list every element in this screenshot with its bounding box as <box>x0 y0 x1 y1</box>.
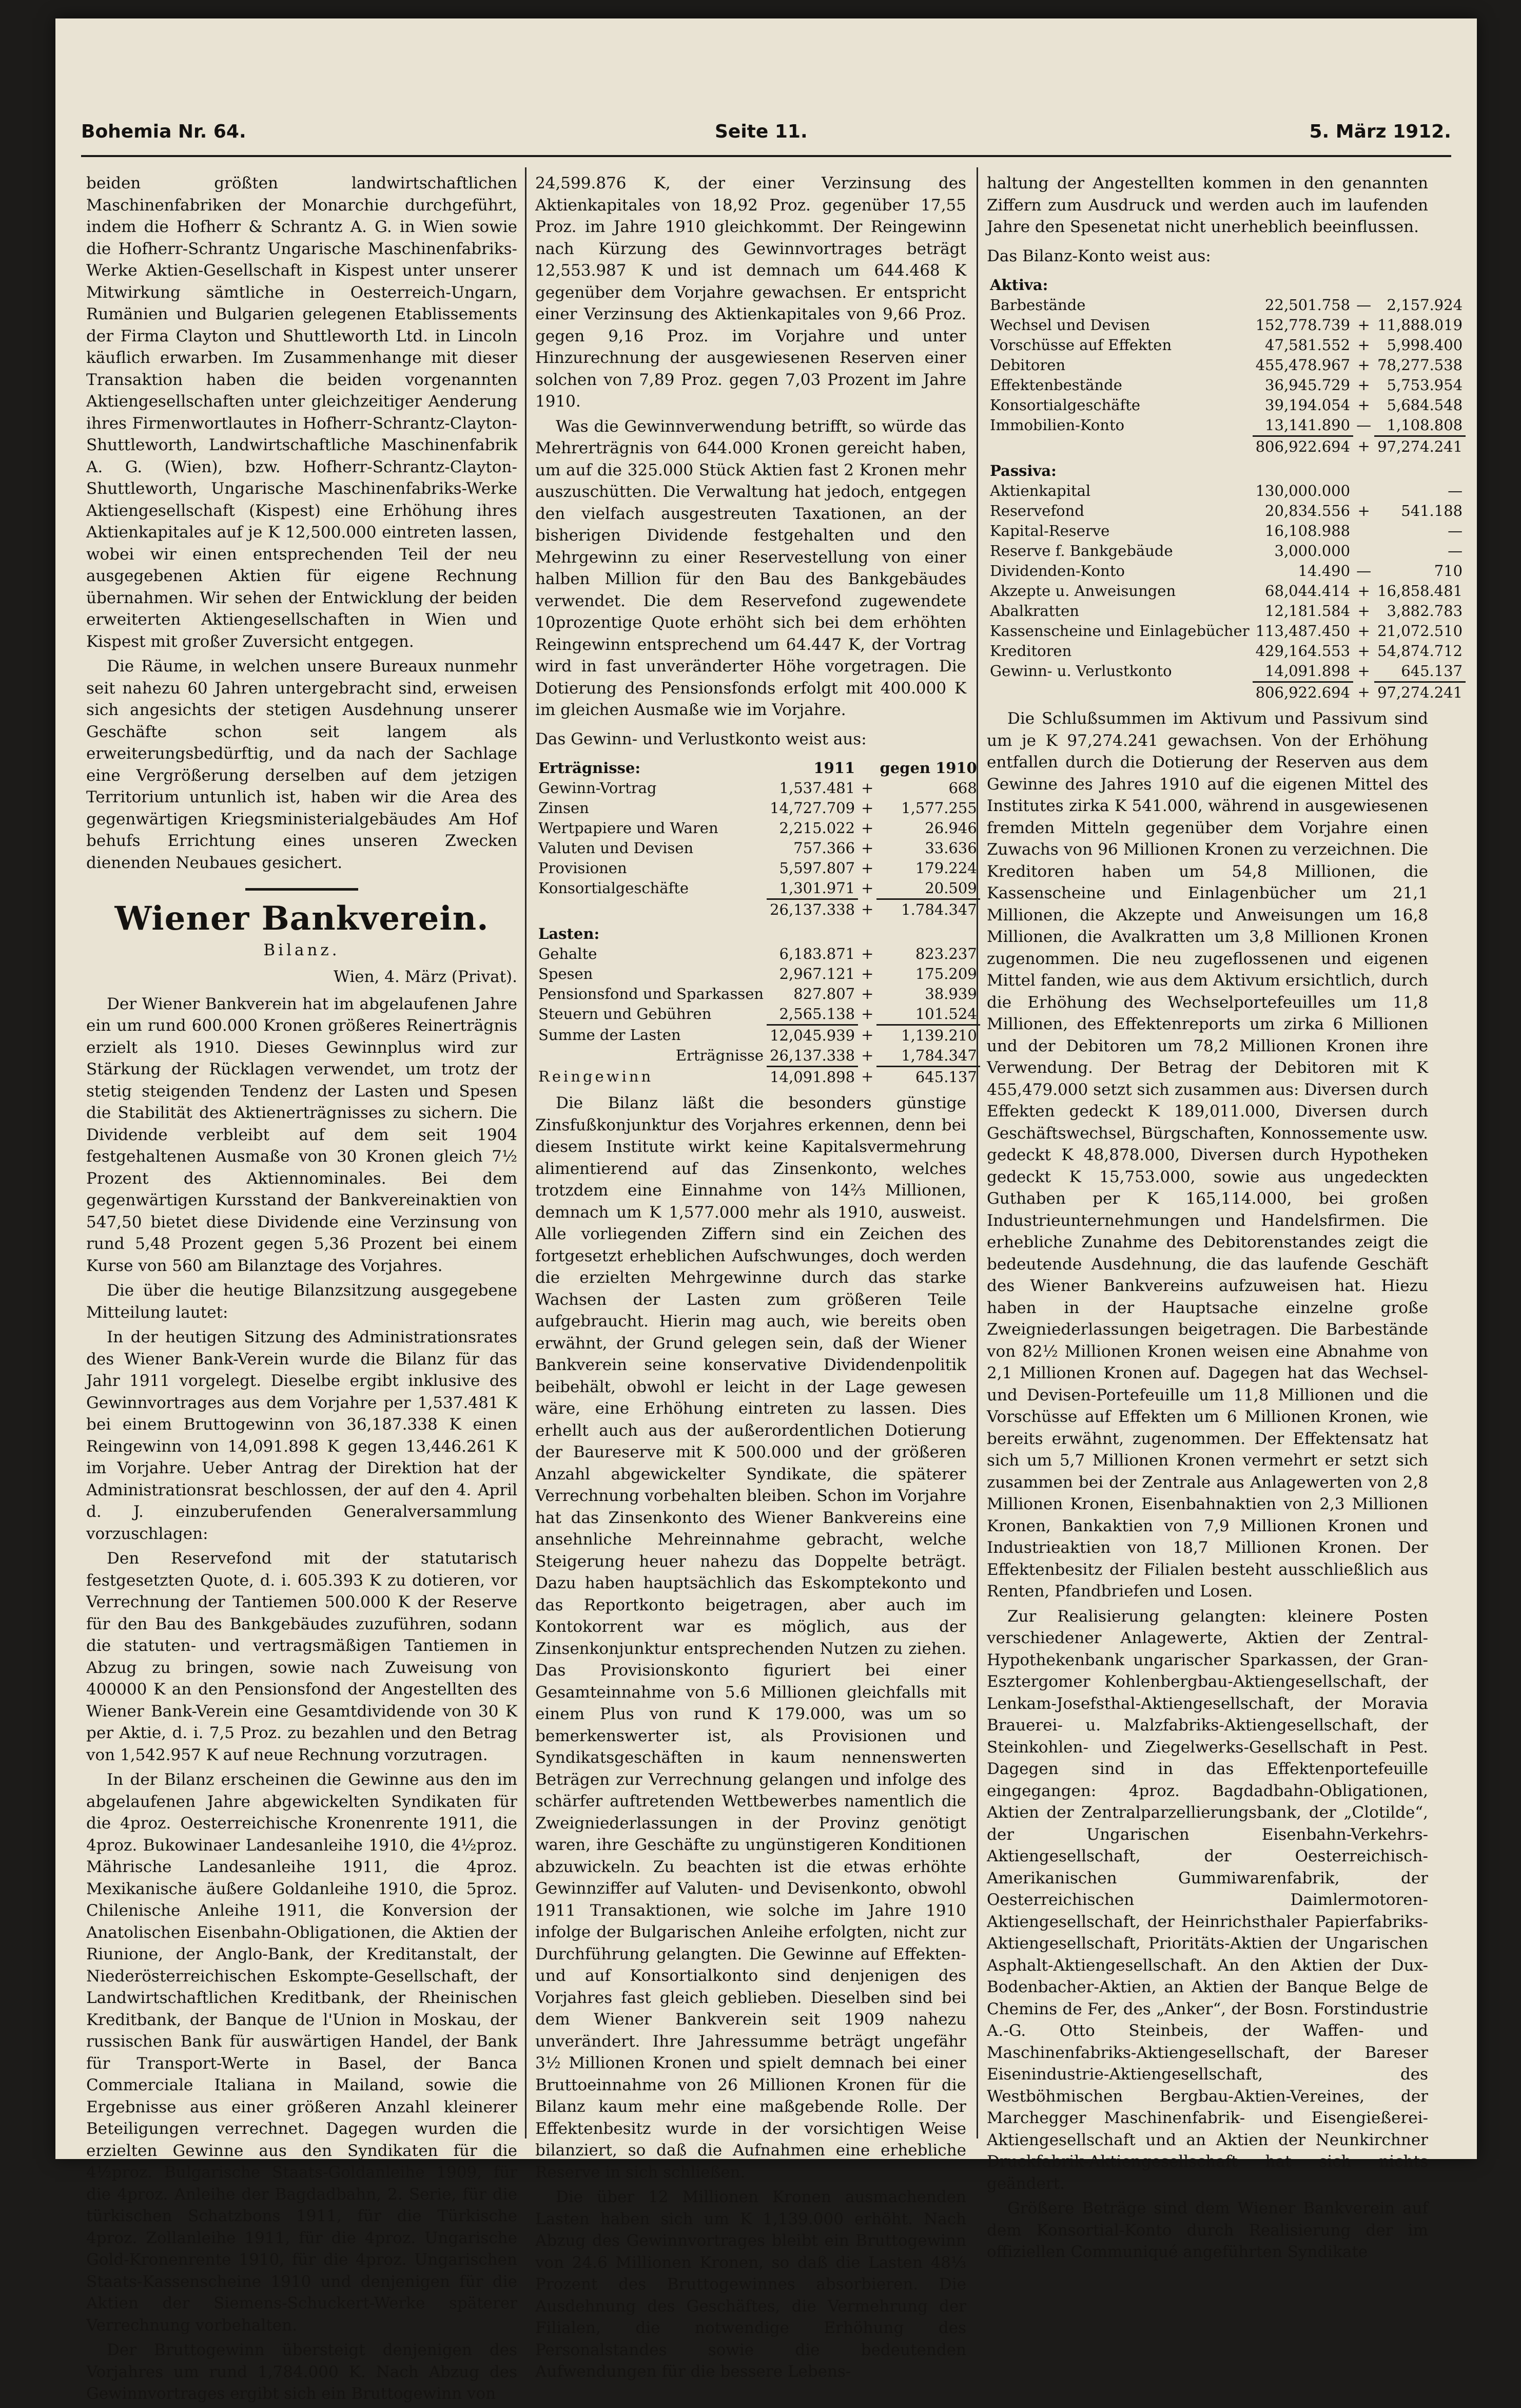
difference: 541.188 <box>1401 502 1463 519</box>
row-label: Gewinn- u. Verlustkonto <box>990 662 1172 680</box>
sign: + <box>1357 437 1370 455</box>
difference: 16,858.481 <box>1377 582 1463 600</box>
table-row <box>987 641 1466 661</box>
paragraph: In der heutigen Sitzung des Administrationsrates des Wiener Bank-Verein wurde die Bilanz für das Jahr 1911 vorgelegt. Dieselbe ergibt inklusive des Gewinnvortrages aus dem Vorjahre per 1,537.481 K bei einem Bruttogewinn von 36,187.338 K einen Reingewinn von 14,091.898 K gegen 13,446.261 K im Vorjahre. Ueber Antrag der Direktion hat der Administrationsrat beschlossen, der auf den 4. April d. J. einzuberufenden Generalversammlung vorzuschlagen: <box>86 1328 517 1543</box>
difference: 38.939 <box>925 985 977 1003</box>
value: 12,181.584 <box>1265 602 1351 620</box>
value: 2,215.022 <box>779 819 855 837</box>
row-label: Zinsen <box>538 799 589 817</box>
value: 113,487.450 <box>1255 622 1351 640</box>
difference: 3,882.783 <box>1387 602 1463 620</box>
table-row <box>987 395 1466 415</box>
row-label: Barbestände <box>990 296 1086 314</box>
difference: 33.636 <box>925 839 977 857</box>
paragraph: 24,599.876 K, der einer Verzinsung des Aktienkapitales von 18,92 Proz. gegenüber 17,55 Proz. im Jahre 1910 gleichkommt. Der Reingewinn nach Kürzung des Gewinnvortrages beträgt 12,553.987 K und ist demnach um 644.468 K gegenüber dem Vorjahre gewachsen. Er entspricht einer Verzinsung des Aktienkapitales von 9,66 Proz. gegen 9,16 Proz. im Vorjahre und unter Hinzurechnung der ausgewiesenen Reserven einer solchen von 7,89 Proz. gegen 7,03 Prozent im Jahre 1910. <box>535 174 966 411</box>
sign: + <box>1357 662 1370 680</box>
difference: 823.237 <box>915 945 977 962</box>
row-label: Reservefond <box>990 502 1084 519</box>
value: 39,194.054 <box>1265 396 1351 414</box>
value: 26,137.338 <box>767 899 858 920</box>
table-row-sum-ertraegnisse <box>535 1046 980 1067</box>
row-label: Vorschüsse auf Effekten <box>990 336 1172 354</box>
table-row <box>987 581 1466 601</box>
sign: + <box>861 945 874 962</box>
value: 22,501.758 <box>1265 296 1351 314</box>
table-row <box>987 415 1466 436</box>
table-section-label: Aktiva: <box>990 276 1048 294</box>
column-divider <box>525 167 526 2139</box>
value: 2,565.138 <box>779 1005 855 1023</box>
sign: + <box>861 1047 874 1064</box>
table-row <box>535 964 980 984</box>
sign <box>1353 481 1374 501</box>
paragraph: Die Räume, in welchen unsere Bureaux nunmehr seit nahezu 60 Jahren untergebracht sind, erweisen sich angesichts der stetigen Ausdehnung unserer Geschäfte schon seit langem als erweiterungsbedürftig, und da nach der Sachlage eine Vergrößerung derselben auf dem jetzigen Territorium untunlich ist, haben wir die Area des gegenwärtigen Kriegsministerialgebäudes Am Hof behufs Errichtung eines unseren Zwecken dienenden Neubaues gesichert. <box>86 657 517 872</box>
table-section-label: Lasten: <box>538 925 600 942</box>
row-label: Erträgnisse <box>675 1047 764 1064</box>
table-title: Das Bilanz-Konto weist aus: <box>987 246 1211 265</box>
value: 20,834.556 <box>1265 502 1351 519</box>
value: 12,045.939 <box>767 1025 858 1046</box>
difference: 1.784.347 <box>876 899 980 920</box>
column-1 <box>86 172 517 2408</box>
row-label: Steuern und Gebühren <box>538 1005 712 1023</box>
article-separator <box>245 888 358 891</box>
table-row-total <box>987 436 1466 457</box>
balance-sheet-table <box>987 271 1466 703</box>
value: 827.807 <box>793 985 855 1003</box>
difference: 97,274.241 <box>1374 436 1466 457</box>
row-label: Gehalte <box>538 945 597 962</box>
header-rule <box>81 155 1451 157</box>
difference: 1,784.347 <box>901 1047 977 1064</box>
value: 6,183.871 <box>779 945 855 962</box>
paragraph: Größere Beträge sind dem Wiener Bankverein auf dem Konsortial-Konto durch Realisierung der im offiziellen Communiqué angeführten Syndikate <box>987 2199 1428 2261</box>
sign: + <box>1357 683 1370 701</box>
table-row-total <box>535 899 980 920</box>
sign: + <box>861 985 874 1003</box>
row-label: Debitoren <box>990 356 1066 374</box>
sign: + <box>1357 582 1370 600</box>
row-label: Kreditoren <box>990 642 1072 660</box>
value: 1,537.481 <box>779 779 855 797</box>
difference: 645.137 <box>876 1067 980 1088</box>
difference: 78,277.538 <box>1377 356 1463 374</box>
table-row <box>987 601 1466 621</box>
sign: + <box>1357 316 1370 334</box>
column-3 <box>987 172 1463 2266</box>
sign: + <box>861 839 874 857</box>
row-label: Wechsel und Devisen <box>990 316 1150 334</box>
table-row <box>987 501 1466 521</box>
column-compare: gegen 1910 <box>880 759 977 777</box>
sign <box>1353 541 1374 561</box>
row-label: Reserve f. Bankgebäude <box>990 542 1173 560</box>
article-subhead: Bilanz. <box>263 940 340 959</box>
row-label: Dividenden-Konto <box>990 562 1125 580</box>
row-label: Summe der Lasten <box>538 1026 681 1044</box>
sign: + <box>861 900 874 918</box>
difference: 668 <box>948 779 977 797</box>
column-2 <box>535 172 977 2386</box>
difference: — <box>1448 542 1463 560</box>
row-label: Immobilien-Konto <box>990 416 1125 434</box>
value: 26,137.338 <box>770 1047 855 1064</box>
header-page-number: Seite 11. <box>715 121 808 142</box>
newspaper-page <box>55 18 1477 2403</box>
row-label: Pensionsfond und Sparkassen <box>538 985 764 1003</box>
value: 806,922.694 <box>1253 436 1354 457</box>
header-issue: Bohemia Nr. 64. <box>81 121 246 142</box>
sign: + <box>861 1026 874 1044</box>
row-label: Kapital-Reserve <box>990 522 1110 540</box>
row-label: Spesen <box>538 965 593 983</box>
profit-loss-table <box>535 754 980 1087</box>
value: 429,164.553 <box>1255 642 1351 660</box>
row-label: Abalkratten <box>990 602 1079 620</box>
difference: 710 <box>1434 562 1463 580</box>
sign: + <box>861 879 874 897</box>
table-section-label: Erträgnisse: <box>538 759 641 777</box>
table-row <box>535 858 980 878</box>
sign: — <box>1356 296 1372 314</box>
value: 68,044.414 <box>1265 582 1351 600</box>
table-section-row <box>987 457 1466 481</box>
table-row <box>987 315 1466 335</box>
header-date: 5. März 1912. <box>1309 121 1451 142</box>
row-label: Valuten und Devisen <box>538 839 694 857</box>
sign: + <box>861 1067 874 1085</box>
row-label: Konsortialgeschäfte <box>990 396 1141 414</box>
row-label: Gewinn-Vortrag <box>538 779 657 797</box>
table-row <box>987 335 1466 355</box>
table-row <box>535 984 980 1004</box>
table-row <box>535 1004 980 1025</box>
paragraph: haltung der Angestellten kommen in den genannten Ziffern zum Ausdruck und werden auch im laufenden Jahre den Spesenetat nicht unerheblich beeinflussen. <box>987 174 1428 236</box>
table-row <box>987 541 1466 561</box>
paragraph: Zur Realisierung gelangten: kleinere Posten verschiedener Anlagewerte, Aktien der Zentral-Hypothekenbank ungarischer Sparkassen, der Gran-Esztergomer Kohlenbergbau-Aktiengesellschaft, der Lenkam-Josefsthal-Aktiengesellschaft, der Moravia Brauerei- u. Malzfabriks-Aktiengesellschaft, der Steinkohlen- und Ziegelwerks-Gesellschaft in Pest. Dagegen sind in das Effektenportefeuille eingegangen: 4proz. Bagdadbahn-Obligationen, Aktien der Zentralparzellierungsbank, der „Clotilde“, der Ungarischen Eisenbahn-Verkehrs-Aktiengesellschaft, der Oesterreichisch-Amerikanischen Gummiwarenfabrik, der Oesterreichischen Daimlermotoren-Aktiengesellschaft, der Heinrichsthaler Papierfabriks-Aktiengesellschaft, Prioritäts-Aktien der Ungarischen Asphalt-Aktiengesellschaft. An den Aktien der Dux-Bodenbacher-Aktien, an Aktien der Banque Belge de Chemins de Fer, des „Anker“, der Bosn. Forstindustrie A.-G. Otto Steinbeis, der Waffen- und Maschinenfabriks-Aktiengesellschaft, der Bareser Eisenindustrie-Aktiengesellschaft, des Westböhmischen Bergbau-Aktien-Vereines, der Marchegger Maschinenfabrik- und Eisengießerei-Aktiengesellschaft und an Aktien der Neunkirchner Druckfabrik-Aktiengesellschaft hat sich nichts geändert. <box>987 1607 1428 2193</box>
dateline: Wien, 4. März (Privat). <box>334 968 517 986</box>
sign: + <box>1357 396 1370 414</box>
difference: 54,874.712 <box>1377 642 1463 660</box>
value: 36,945.729 <box>1265 376 1351 394</box>
row-label: Aktienkapital <box>990 482 1091 499</box>
paragraph: Der Wiener Bankverein hat im abgelaufenen Jahre ein um rund 600.000 Kronen größeres Reinerträgnis erzielt als 1910. Dieses Gewinnplus wird zur Stärkung der Rücklagen verwendet, um trotz der stetig steigenden Tendenz der Lasten und Spesen die Stabilität des Aktienerträgnisses zu sichern. Die Dividende verbleibt auf dem seit 1904 festgehaltenen Ausmaße von 30 Kronen gleich 7½ Prozent des Aktiennominales. Bei dem gegenwärtigen Kursstand der Bankvereinaktien von 547,50 bietet diese Dividende eine Verzinsung von rund 5,48 Prozent gegen 5,36 Prozent bei einem Kurse von 560 am Bilanztage des Vorjahres. <box>86 994 517 1275</box>
sign: + <box>1357 336 1370 354</box>
value: 5,597.807 <box>779 859 855 877</box>
row-label: Effektenbestände <box>990 376 1122 394</box>
difference: 2,157.924 <box>1387 296 1463 314</box>
value: 3,000.000 <box>1274 542 1351 560</box>
value: 14,727.709 <box>770 799 855 817</box>
paragraph: Was die Gewinnverwendung betrifft, so würde das Mehrerträgnis von 644.000 Kronen gereicht haben, um auf die 325.000 Stück Aktien fast 2 Kronen mehr auszuschütten. Die Verwaltung hat jedoch, entgegen den vielfach ausgestreuten Taxationen, an der bisherigen Dividende festgehalten und den Mehrgewinn zu einer Reservestellung von einer halben Million für den Bau des Bankgebäudes verwendet. Die dem Reservefond zugewendete 10prozentige Quote erhöht sich bei dem erhöhten Reingewinn entsprechend um 64.447 K, der Vortrag wird in fast unveränderter Höhe vorgetragen. Die Dotierung des Pensionsfonds erfolgt mit 400.000 K im gleichen Ausmaße wie im Vorjahre. <box>535 417 966 719</box>
sign: — <box>1356 562 1372 580</box>
difference: 21,072.510 <box>1377 622 1463 640</box>
difference: 179.224 <box>915 859 977 877</box>
sign: + <box>1357 602 1370 620</box>
value: 14,091.898 <box>767 1067 858 1088</box>
row-label: Wertpapiere und Waren <box>538 819 718 837</box>
column-year: 1911 <box>813 759 855 777</box>
difference: 1,139.210 <box>876 1025 980 1046</box>
value: 16,108.988 <box>1265 522 1351 540</box>
difference: — <box>1448 522 1463 540</box>
table-row <box>535 798 980 818</box>
paragraph: beiden größten landwirtschaftlichen Maschinenfabriken der Monarchie durchgeführt, indem die Hofherr & Schrantz A. G. in Wien sowie die Hofherr-Schrantz Ungarische Maschinenfabriks-Werke Aktien-Gesellschaft in Kispest unter unserer Mitwirkung sämtliche in Oesterreich-Ungarn, Rumänien und Bulgarien gelegenen Etablissements der Firma Clayton und Shuttleworth Ltd. in Lincoln käuflich erwarben. Im Zusammenhange mit dieser Transaktion haben die beiden vorgenannten Aktiengesellschaften unter gleichzeitiger Aenderung ihres Firmenwortlautes in Hofherr-Schrantz-Clayton-Shuttleworth, Landwirtschaftliche Maschinenfabrik A. G. (Wien), bzw. Hofherr-Schrantz-Clayton-Shuttleworth, Ungarische Maschinenfabriks-Werke Aktiengesellschaft (Kispest) eine Erhöhung ihres Aktienkapitales auf je K 12,500.000 eintreten lassen, wobei wir einen entsprechenden Teil der neu ausgegebenen Aktien für eigene Rechnung übernahmen. Wir sehen der Entwicklung der beiden erweiterten Aktiengesellschaften in Wien und Kispest mit großer Zuversicht entgegen. <box>86 174 517 651</box>
paragraph: Den Reservefond mit der statutarisch festgesetzten Quote, d. i. 605.393 K zu dotieren, vor Verrechnung der Tantiemen 500.000 K der Reserve für den Bau des Bankgebäudes zuzuführen, sodann die statuten- und vertragsmäßigen Tantiemen in Abzug zu bringen, sowie nach Zuweisung von 400000 K an den Pensionsfond der Angestellten des Wiener Bank-Verein eine Gesamtdividende von 30 K per Aktie, d. i. 7,5 Proz. zu bezahlen und den Betrag von 1,542.957 K auf neue Rechnung vorzutragen. <box>86 1549 517 1764</box>
table-title: Das Gewinn- und Verlustkonto weist aus: <box>535 729 867 748</box>
sign: + <box>861 859 874 877</box>
paragraph: Die über 12 Millionen Kronen ausmachenden Lasten haben sich um K 1,139.000 erhöht. Nach Abzug des Gewinnvortrages bleibt ein Bruttogewinn von 24.6 Millionen Kronen, so daß die Lasten 48⅓ Prozent des Bruttogewinnes absorbieren. Die Ausdehnung des Geschäftes, die Vermehrung der Filialen, die notwendige Erhöhung des Personalstandes sowie die bedeutenden Aufwendungen für die bessere Lebens- <box>535 2188 966 2381</box>
paragraph: Die über die heutige Bilanzsitzung ausgegebene Mitteilung lautet: <box>86 1281 517 1322</box>
sign: + <box>861 799 874 817</box>
row-label: Akzepte u. Anweisungen <box>990 582 1176 600</box>
value: 14,091.898 <box>1265 662 1351 680</box>
difference: 11,888.019 <box>1377 316 1463 334</box>
difference: — <box>1448 482 1463 499</box>
table-row <box>535 878 980 899</box>
value: 1,301.971 <box>779 879 855 897</box>
value: 806,922.694 <box>1253 682 1354 703</box>
value: 455,478.967 <box>1255 356 1351 374</box>
row-label: Kassenscheine und Einlagebücher <box>990 622 1250 640</box>
article-headline: Wiener Bankverein. <box>114 899 489 938</box>
sign: + <box>861 819 874 837</box>
paragraph: Die Schlußsummen im Aktivum und Passivum sind um je K 97,274.241 gewachsen. Von der Erhöhung entfallen durch die Dotierung der Reserven aus dem Gewinne des Jahres 1910 auf die eigenen Mittel des Institutes zirka K 541.000, während in ausgewiesenen fremden Mitteln gegenüber dem Vorjahre einen Zuwachs von 96 Millionen Kronen zu verzeichnen. Die Kreditoren haben um 54,8 Millionen, die Kassenscheine und Einlagenbücher um 21,1 Millionen, die Akzepte und Anweisungen um 16,8 Millionen, die Avalkratten um 3,8 Millionen Kronen zugenommen. Die neu zugeflossenen und eigenen Mittel fanden, wie aus dem Aktivum ersichtlich, durch die Erhöhung des Wechselportefeuilles um 11,8 Millionen, des Effektenreports um zirka 6 Millionen und der Debitoren um 78,2 Millionen Kronen ihre Verwendung. Der Betrag der Debitoren mit K 455,479.000 setzt sich zusammen aus: Diversen durch Effekten gedeckt K 189,011.000, Diversen durch Geschäftswechsel, Bürgschaften, Konnossemente usw. gedeckt K 48,878.000, Diversen durch Hypotheken gedeckt K 15,753.000, sowie aus ungedeckten Guthaben per K 165,114.000, bei großen Industrieunternehmungen und Handelsfirmen. Die erhebliche Zunahme des Debitorenstandes zeigt die bedeutende Ausdehnung, die das laufende Geschäft des Wiener Bankvereins aufzuweisen hat. Hiezu haben in der Hauptsache einzelne große Zweigniederlassungen beigetragen. Die Barbestände von 82½ Millionen Kronen weisen eine Abnahme von 2,1 Millionen Kronen auf. Dagegen hat das Wechsel- und Devisen-Portefeuille um 11,8 Millionen und die Vorschüsse auf Effekten um 6 Millionen Kronen, wie bereits erwähnt, zugenommen. Der Effektensatz hat sich um 5,7 Millionen Kronen vermehrt er setzt sich zusammen bei der Zentrale aus Anlagewerten von 2,8 Millionen Kronen, Eisenbahnaktien von 2,3 Millionen Kronen, Bankaktien von 7,9 Millionen Kronen und Industrieaktien von 18,7 Millionen Kronen. Der Effektenbesitz der Filialen besteht ausschließlich aus Renten, Pfandbriefen und Losen. <box>987 709 1428 1601</box>
difference: 5,753.954 <box>1387 376 1463 394</box>
sign: + <box>1357 356 1370 374</box>
table-row-sum-lasten <box>535 1025 980 1046</box>
table-section-label: Passiva: <box>990 462 1057 479</box>
table-head-row <box>535 754 980 778</box>
table-row-reingewinn <box>535 1067 980 1088</box>
value: 152,778.739 <box>1255 316 1351 334</box>
table-section-row <box>535 920 980 944</box>
row-label: Provisionen <box>538 859 627 877</box>
page-header <box>81 121 1451 152</box>
sign: + <box>1357 642 1370 660</box>
sign <box>1353 521 1374 541</box>
difference: 101.524 <box>915 1005 977 1023</box>
sign: + <box>1357 502 1370 519</box>
sign: + <box>1357 622 1370 640</box>
value: 2,967.121 <box>779 965 855 983</box>
sign: + <box>861 779 874 797</box>
difference: 5,684.548 <box>1387 396 1463 414</box>
table-row <box>987 621 1466 641</box>
row-label: Konsortialgeschäfte <box>538 879 689 897</box>
row-label: Reingewinn <box>538 1067 654 1085</box>
difference: 26.946 <box>925 819 977 837</box>
sign: — <box>1356 416 1372 434</box>
paragraph: Der Bruttogewinn übersteigt denjenigen des Vorjahres um rund 1,784.000 K. Nach Abzug des Gewinnvortrages ergibt sich ein Bruttogewinn von <box>86 2341 517 2403</box>
paragraph: Die Bilanz läßt die besonders günstige Zinsfußkonjunktur des Vorjahres erkennen, denn bei diesem Institute wirkt keine Kapitalsvermehrung alimentierend auf das Zinsenkonto, welches trotzdem eine Einnahme von 14⅔ Millionen, demnach um K 1,577.000 mehr als 1910, ausweist. Alle vorliegenden Ziffern sind ein Zeichen des fortgesetzt erheblichen Aufschwunges, doch werden die erzielten Mehrgewinne durch das starke Wachsen der Lasten zum größeren Teile aufgebraucht. Hierin mag auch, wie bereits oben erwähnt, der Grund gelegen sein, daß der Wiener Bankverein seine konservative Dividendenpolitik beibehält, obwohl er leicht in der Lage gewesen wäre, eine Erhöhung eintreten zu lassen. Dies erhellt auch aus der außerordentlichen Dotierung der Baureserve mit K 500.000 und der größeren Anzahl abgewickelter Syndikate, die späterer Verrechnung vorbehalten bleiben. Schon im Vorjahre hat das Zinsenkonto des Wiener Bankvereins eine ansehnliche Mehreinnahme gebracht, welche Steigerung heuer nahezu das Doppelte beträgt. Dazu haben hauptsächlich das Eskomptekonto und das Reportkonto beigetragen, aber auch im Kontokorrent war es möglich, aus der Zinsenkonjunktur entsprechenden Nutzen zu ziehen. Das Provisionskonto figuriert bei einer Gesamteinnahme von 5.6 Millionen gleichfalls mit einem Plus von rund K 179.000, was um so bemerkenswerter ist, als Provisionen und Syndikatsgeschäften in kaum nennenswerten Beträgen zur Verrechnung gelangen und infolge des schärfer auftretenden Wettbewerbes namentlich die Zweigniederlassungen in der Provinz genötigt waren, ihre Geschäfte zu ungünstigeren Konditionen abzuwickeln. Zu beachten ist die etwas erhöhte Gewinnziffer auf Valuten- und Devisenkonto, obwohl 1911 Transaktionen, wie solche im Jahre 1910 infolge der Bulgarischen Anleihe erfolgten, nicht zur Durchführung gelangten. Die Gewinne auf Effekten- und auf Konsortialkonto sind denjenigen des Vorjahres fast gleich geblieben. Dieselben sind bei dem Wiener Bankverein seit 1909 nahezu unverändert. Ihre Jahressumme beträgt ungefähr 3½ Millionen Kronen und spielt demnach bei einer Bruttoeinnahme von 26 Millionen Kronen für die Bilanz kaum mehr eine maßgebende Rolle. Der Effektenbesitz wurde in der vorsichtigen Weise bilanziert, so daß die Aufnahmen eine erhebliche Reserve in sich schließen. <box>535 1094 966 2182</box>
table-row <box>535 838 980 858</box>
sign: + <box>861 965 874 983</box>
sign: + <box>861 1005 874 1023</box>
table-row-total <box>987 682 1466 703</box>
difference: 97,274.241 <box>1374 682 1466 703</box>
value: 757.366 <box>793 839 855 857</box>
value: 130,000.000 <box>1255 482 1351 499</box>
difference: 645.137 <box>1401 662 1463 680</box>
value: 13,141.890 <box>1265 416 1351 434</box>
difference: 20.509 <box>925 879 977 897</box>
difference: 5,998.400 <box>1387 336 1463 354</box>
value: 47,581.552 <box>1265 336 1351 354</box>
value: 14.490 <box>1298 562 1351 580</box>
table-row <box>987 355 1466 375</box>
table-row <box>535 778 980 798</box>
table-row <box>535 818 980 838</box>
paragraph: In der Bilanz erscheinen die Gewinne aus den im abgelaufenen Jahre abgewickelten Syndikaten für die 4proz. Oesterreichische Kronenrente 1911, die 4proz. Bukowinaer Landesanleihe 1910, die 4½proz. Mährische Landesanleihe 1911, die 4proz. Mexikanische äußere Goldanleihe 1910, die 5proz. Chilenische Anleihe 1911, die Konversion der Anatolischen Eisenbahn-Obligationen, die Aktien der Riunione, der Anglo-Bank, der Kreditanstalt, der Niederösterreichischen Eskompte-Gesellschaft, der Landwirtschaftlichen Kreditbank, der Rheinischen Kreditbank, der Banque de l'Union in Moskau, der russischen Bank für auswärtigen Handel, der Bank für Transport-Werte in Basel, der Banca Commerciale Italiana in Mailand, sowie die Ergebnisse aus einer größeren Anzahl kleinerer Beteiligungen verrechnet. Dagegen wurden die erzielten Gewinne aus den Syndikaten für die 4½proz. Bulgarische Staats-Goldanleihe 1909, für die 4proz. Anleihe der Bagdadbahn, 2. Serie, für die türkischen Schatzbons 1911, für die Türkische 4proz. Zollanleihe 1911, für die 4proz. Ungarische Gold-Kronenrente 1910, für die 4proz. Ungarischen Staats-Kassenscheine 1910 und denjenigen für die Aktien der Siemens-Schuckert-Werke späterer Verrechnung vorbehalten. <box>86 1770 517 2335</box>
difference: 1,577.255 <box>901 799 977 817</box>
table-row <box>987 661 1466 682</box>
table-row <box>535 944 980 964</box>
difference: 175.209 <box>915 965 977 983</box>
sign: + <box>1357 376 1370 394</box>
table-row <box>987 481 1466 501</box>
difference: 1,108.808 <box>1387 416 1463 434</box>
table-row <box>987 295 1466 315</box>
table-row <box>987 521 1466 541</box>
table-row <box>987 561 1466 581</box>
column-divider <box>977 167 978 2139</box>
table-section-row <box>987 271 1466 295</box>
table-row <box>987 375 1466 395</box>
